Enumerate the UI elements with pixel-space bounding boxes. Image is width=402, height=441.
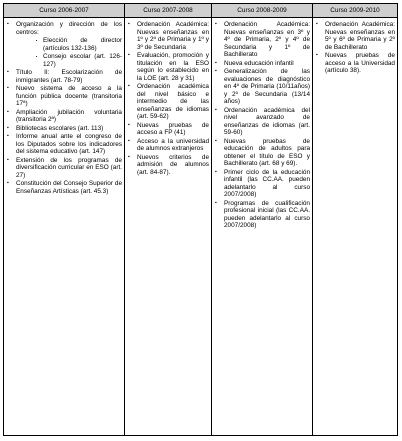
list-item [214, 138, 310, 168]
list-item [127, 83, 209, 121]
list-item [127, 138, 209, 153]
list-item [127, 52, 209, 82]
school-years-table [3, 3, 398, 436]
list-item [6, 125, 122, 133]
list-item [6, 21, 122, 68]
list-item-text: Título II: Escolarización de inmigrantes (art. 78-79) [16, 69, 122, 84]
list-item-text: Nuevas pruebas de acceso a la Universidad (artículo 38). [325, 52, 395, 74]
list-item-text: Nuevas pruebas de educación de adultos para obtener el título de ESO y Bachillerato (art. 68 y 69). [224, 137, 310, 167]
list-item-text: Nuevas pruebas de acceso a FP (41) [137, 121, 209, 136]
list-item-text: Constitución del Consejo Superior de Enseñanzas Artísticas (art. 45.3) [16, 180, 122, 195]
cell-2006-2007 [4, 18, 125, 436]
list-item-text: Informe anual ante el congreso de los Diputados sobre los indicadores del sistema educativo (art. 147) [16, 133, 122, 155]
list-item [6, 180, 122, 195]
list-item [6, 85, 122, 108]
header-2007-2008: Curso 2007-2008 [125, 4, 212, 18]
list-item-text: Ordenación Académica: Nuevas enseñanzas en 5º y 6º de Primaria y 2º de Bachillerato [325, 21, 395, 51]
sub-list-item: · Elección de director (artículos 132-136) [16, 37, 122, 52]
cell-2009-2010 [313, 18, 398, 436]
list-item [214, 60, 310, 68]
list-item [127, 154, 209, 177]
list-item [214, 107, 310, 137]
list-item [127, 122, 209, 137]
list-item [6, 133, 122, 156]
list-item [6, 69, 122, 84]
list-item [315, 52, 395, 75]
list-item-text: Ordenación Académica: Nuevas enseñanzas en 1º y 2º de Primaria y 1º y 3º de Secundaria [137, 21, 209, 51]
list-item [214, 21, 310, 59]
bullet-list [315, 21, 395, 75]
cell-2008-2009 [212, 18, 313, 436]
list-item-text: Acceso a la universidad de alumnos extranjeros [137, 137, 209, 152]
header-2006-2007: Curso 2006-2007 [4, 4, 125, 18]
cell-2007-2008 [125, 18, 212, 436]
list-item-text: Evaluación, promoción y titulación en la ESO según lo establecido en la LOE (art. 28 y 31) [137, 52, 209, 82]
list-item-text: Nuevos criterios de admisión de alumnos (art. 84-87). [137, 153, 209, 176]
bullet-list [127, 21, 209, 176]
bullet-list [6, 21, 122, 195]
sub-list-item: · Consejo escolar (art. 126-127) [16, 53, 122, 68]
header-2008-2009: Curso 2008-2009 [212, 4, 313, 18]
list-item-text: Ordenación Académica: Nuevas enseñanzas en 3º y 4º de Primaria, 2º y 4º de Secundaria y 1º de Bachillerato [224, 21, 310, 58]
list-item-text: Organización y dirección de los centros: [16, 21, 122, 36]
header-2009-2010: Curso 2009-2010 [313, 4, 398, 18]
list-item [127, 21, 209, 51]
header-row [4, 4, 398, 18]
list-item [6, 109, 122, 124]
list-item-text: Generalización de las evaluaciones de diagnóstico en 4º de Primaria (10/11años) y 2º de Secundaria (13/14 años) [224, 68, 310, 105]
list-item-text: Nueva educación infantil [224, 59, 294, 67]
list-item-text: Nuevo sistema de acceso a la función pública docente (transitoria 17ª) [16, 85, 122, 107]
list-item-text: Ordenación académica del nivel básico e intermedio de las enseñanzas de idiomas (art. 59-62) [137, 83, 209, 120]
list-item-text: Extensión de los programas de diversificación curricular en ESO (art. 27) [16, 156, 122, 179]
list-item-text: Bibliotecas escolares (art. 113) [16, 124, 104, 132]
list-item-text: Primer ciclo de la educación infantil (las CC.AA. pueden adelantarlo al curso 2007/2008) [224, 168, 310, 198]
sub-bullet-list [16, 37, 122, 68]
list-item [315, 21, 395, 51]
list-item [214, 68, 310, 106]
list-item-text: Ordenación académica del nivel avanzado de enseñanzas de idiomas (art. 59-60) [224, 106, 310, 136]
list-item [214, 200, 310, 230]
content-row [4, 18, 398, 436]
list-item-text: Programas de cualificación profesional inicial (las CC.AA. pueden adelantarlo al curso 2007/2008) [224, 199, 310, 229]
list-item [214, 169, 310, 199]
list-item [6, 157, 122, 180]
list-item-text: Ampliación jubilación voluntaria (transitoria 2ª) [16, 108, 122, 123]
bullet-list [214, 21, 310, 230]
